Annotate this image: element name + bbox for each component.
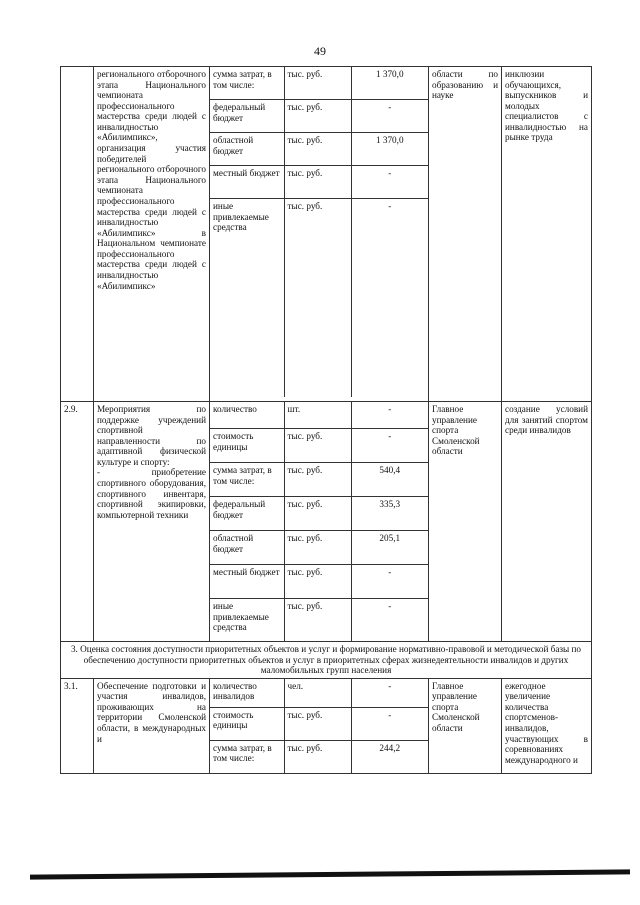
indicator-row — [210, 679, 428, 708]
unit-label: тыс. руб. — [284, 67, 351, 100]
value-cell: 540,4 — [351, 463, 428, 497]
indicator-row — [210, 100, 428, 133]
unit-label: тыс. руб. — [284, 100, 351, 133]
indicator-row — [210, 565, 428, 599]
unit-label: шт. — [284, 402, 351, 429]
value-cell: 1 370,0 — [351, 133, 428, 166]
unit-label: тыс. руб. — [284, 463, 351, 497]
indicator-subtable — [210, 679, 428, 773]
value-cell: 1 370,0 — [351, 67, 428, 100]
indicator-row — [210, 531, 428, 565]
value-cell: - — [351, 402, 428, 429]
unit-label: тыс. руб. — [284, 497, 351, 531]
value-cell: - — [351, 707, 428, 740]
indicator-label: сумма затрат, в том числе: — [210, 67, 284, 100]
indicator-subtable-cell — [210, 678, 429, 773]
indicator-row — [210, 497, 428, 531]
indicator-row — [210, 402, 428, 429]
page-number: 49 — [314, 44, 326, 58]
indicator-label: областной бюджет — [210, 531, 284, 565]
result-cell: создание условий для занятий спортом среди инвалидов — [502, 402, 592, 642]
result-cell: ежегодное увеличение количества спортсменов-инвалидов, участвующих в соревнованиях международного и — [502, 678, 592, 773]
indicator-label: количество — [210, 402, 284, 429]
unit-label: тыс. руб. — [284, 565, 351, 599]
unit-label: тыс. руб. — [284, 133, 351, 166]
scan-edge-line — [30, 869, 630, 879]
program-table — [60, 66, 592, 774]
measure-name: Мероприятия по поддержке учреждений спортивной направленности по адаптивной физической культуре и спорту: - приобретение спортивного оборудования, спортивного инвентаря, спортивной экипировки, компьютерной техники — [94, 402, 210, 642]
indicator-label: областной бюджет — [210, 133, 284, 166]
result-cell: инклюзии обучающихся, выпускников и молодых специалистов с инвалидностью на рынке труда — [502, 67, 592, 402]
row-number — [61, 67, 94, 402]
value-cell: - — [351, 679, 428, 708]
unit-label: тыс. руб. — [284, 599, 351, 642]
indicator-subtable — [210, 402, 428, 641]
indicator-label: количество инвалидов — [210, 679, 284, 708]
unit-label: чел. — [284, 679, 351, 708]
indicator-label: стоимость единицы — [210, 707, 284, 740]
unit-label: тыс. руб. — [284, 531, 351, 565]
indicator-label: сумма затрат, в том числе: — [210, 463, 284, 497]
indicator-label: федеральный бюджет — [210, 100, 284, 133]
row-number: 2.9. — [61, 402, 94, 642]
indicator-label: иные привлекаемые средства — [213, 601, 269, 633]
value-cell: 205,1 — [351, 531, 428, 565]
value-cell: - — [351, 429, 428, 463]
indicator-label: местный бюджет — [210, 166, 284, 199]
indicator-row — [210, 707, 428, 740]
indicator-row — [210, 599, 428, 642]
indicator-label: федеральный бюджет — [210, 497, 284, 531]
measure-name: регионального отборочного этапа Национального чемпионата профессионального мастерства среди людей с инвалидностью «Абилимпикс», организация участия победителей регионального отборочного этапа Национального чемпионата профессионального мастерства среди людей с инвалидностью «Абилимпикс» в Национальном чемпионате профессионального мастерства среди людей с инвалидностью «Абилимпикс» — [94, 67, 210, 402]
indicator-subtable — [210, 67, 428, 397]
indicator-row — [210, 166, 428, 199]
unit-label: тыс. руб. — [284, 707, 351, 740]
executor-cell: области по образованию и науке — [429, 67, 502, 402]
value-cell: - — [351, 599, 428, 642]
unit-label: тыс. руб. — [284, 429, 351, 463]
section-heading-row — [61, 642, 592, 679]
indicator-row — [210, 463, 428, 497]
indicator-row — [210, 67, 428, 100]
measure-name: Обеспечение подготовки и участия инвалидов, проживающих на территории Смоленской области, в международных и — [94, 678, 210, 773]
value-cell: - — [351, 100, 428, 133]
indicator-subtable-cell — [210, 402, 429, 642]
indicator-row — [210, 133, 428, 166]
table-row — [61, 678, 592, 773]
value-cell: - — [351, 166, 428, 199]
indicator-row — [210, 199, 428, 398]
indicator-row — [210, 429, 428, 463]
table-row — [61, 67, 592, 402]
indicator-label: иные привлекаемые средства — [213, 201, 269, 233]
unit-label: тыс. руб. — [284, 166, 351, 199]
indicator-label: сумма затрат, в том числе: — [213, 742, 272, 764]
executor-cell: Главное управление спорта Смоленской области — [429, 678, 502, 773]
value-cell: 335,3 — [351, 497, 428, 531]
executor-cell: Главное управление спорта Смоленской области — [429, 402, 502, 642]
indicator-row — [210, 740, 428, 773]
value-cell: - — [351, 565, 428, 599]
row-number: 3.1. — [61, 678, 94, 773]
indicator-label: стоимость единицы — [210, 429, 284, 463]
section-heading: 3. Оценка состояния доступности приоритетных объектов и услуг и формирование нормативно-правовой и методической базы по обеспечению доступности приоритетных объектов и услуг в приоритетных сферах жизнедеятельности инвалидов и других маломобильных групп населения — [61, 642, 592, 679]
unit-label: тыс. руб. — [284, 740, 351, 773]
value-cell: 244,2 — [351, 740, 428, 773]
table-row — [61, 402, 592, 642]
value-cell: - — [351, 199, 428, 398]
indicator-label: местный бюджет — [210, 565, 284, 599]
indicator-subtable-cell — [210, 67, 429, 402]
unit-label: тыс. руб. — [284, 199, 351, 398]
